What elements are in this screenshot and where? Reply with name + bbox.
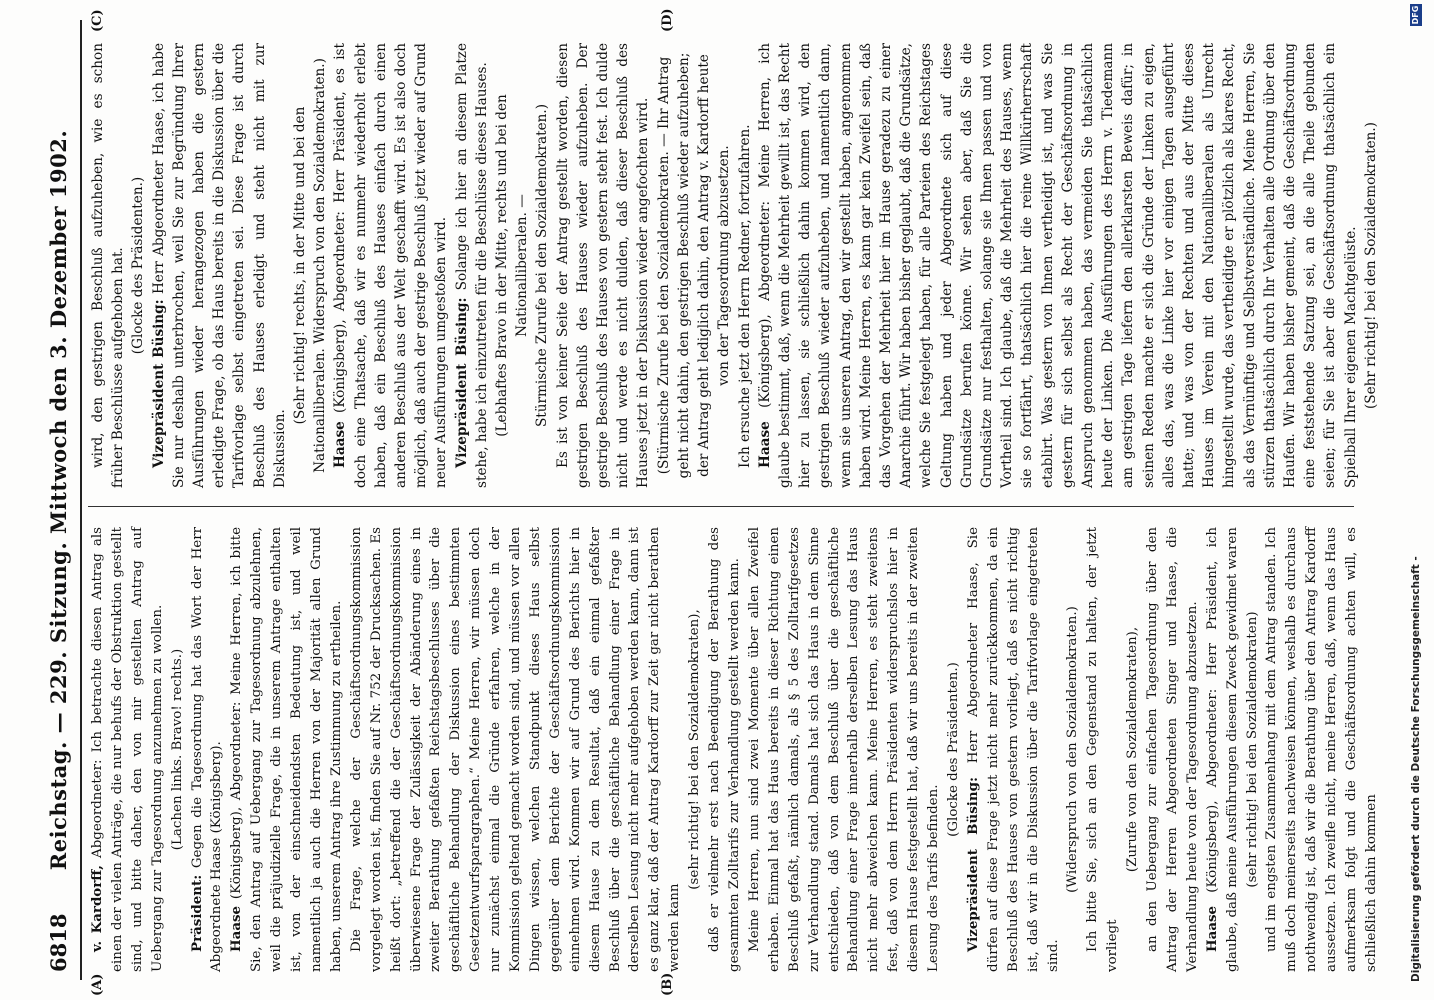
interjection <box>1063 527 1083 972</box>
left-column <box>88 527 1382 972</box>
paragraph <box>1083 527 1123 972</box>
interjection <box>1243 527 1263 972</box>
paragraph-text: (Königsberg), Abgeordneter: Meine Herren, ich glaube bestimmt, daß, wenn die Mehrheit gewillt ist, das Recht hier zu lassen, sie schließlich dahin kommen wird, den gestrigen Beschluß wieder aufzuheben, und namentlich dann, wenn sie unseren Antrag, den wir gestellt haben, angenommen haben wird. Meine Herren, es kann gar kein Zweifel sein, daß das Vorgehen der Mehrheit hier im Hause geradezu zu einer Anarchie führt. Wir haben bisher geglaubt, daß die Grundsätze, welche Sie festgelegt haben, für alle Parteien des Reichstages Geltung haben und jeder Abgeordnete sich auf diese Grundsätze berufen könne. Wir sehen aber, daß Sie die Grundsätze nur festhalten, solange sie Ihnen passen und von Vortheil sind. Ich glaube, daß die Mehrheit des Hauses, wenn sie so fortfährt, thatsächlich hier die reine Willkürherrschaft etablirt. Was gestern von Ihnen vertheidigt ist, und was Sie gestern für sich selbst als Recht der Geschäftsordnung in Anspruch genommen haben, das vermeiden Sie thatsächlich heute der Linken. Die Ausführungen des Herrn v. Tiedemann am gestrigen Tage liefern den allerklarsten Beweis dafür; in seinen Reden machte er sich die Gründe der Linken zu eigen, alles das, was die Linke hier vor einigen Tagen ausgeführt hatte; und was von der Rechten und aus der Mitte dieses Hauses im Verein mit den Nationalliberalen als Unrecht hingestellt wurde, das vertheidigte er plötzlich als klares Recht, als das Vernünftige und Selbstverständliche. Meine Herren, Sie stürzen thatsächlich durch Ihr Verhalten alle Ordnung über den Haufen. Wir haben bisher gemeint, daß die Geschäftsordnung eine feststehende Satzung sei, an die alle Theile gebunden seien; für Sie ist aber die Geschäftsordnung thatsächlich ein Spielball Ihrer eigenen Machtgelüste. <box>756 43 1359 488</box>
speaker-name: Vizepräsident Büsing: <box>453 297 470 468</box>
paragraph <box>88 527 168 972</box>
page-title: Reichstag. — 229. Sitzung. Mittwoch den 3. Dezember 1902. <box>46 129 71 871</box>
speaker-name: Haase <box>756 421 773 468</box>
speaker-name: v. Kardorff, <box>89 865 105 952</box>
paragraph-text: (Lachen links. Bravo! rechts.) <box>169 648 185 851</box>
paragraph-text: (Widerspruch von den Sozialdemokraten.) <box>1065 606 1081 893</box>
interjection <box>168 527 188 972</box>
paragraph-text: Herr Abgeordneter Haase, ich habe Sie nur deshalb unterbrochen, weil Sie zur Begründung Ihrer Ausführungen wieder herangezogen haben die gestern erledigte Frage, ob das Haus bereits in die Diskussion über die Tarifvorlage selbst eingetreten sei. Diese Frage ist durch Beschluß des Hauses erledigt und steht nicht mit zur Diskussion. <box>150 43 288 488</box>
paragraph-text: (Königsberg), Abgeordneter: Meine Herren, ich bitte Sie, den Antrag auf Uebergang zur Tagesordnung abzulehnen, weil die präjudizielle Frage, die in unserem Antrage enthalten ist, von der einschneidendsten Bedeutung ist, und weil namentlich ja auch die Herren von der Majorität allen Grund haben, unserem Antrag ihre Zustimmung zu ertheilen. <box>229 527 344 972</box>
margin-marker-d: (D) <box>660 8 675 32</box>
margin-marker-b: (B) <box>660 972 675 996</box>
paragraph <box>1262 527 1381 972</box>
speaker-name: Haase <box>332 421 349 468</box>
paragraph-text: Meine Herren, nun sind zwei Momente über allen Zweifel erhaben. Einmal hat das Haus bereits in dieser Richtung einen Beschluß gefaßt, nämlich damals, als § 5 des Zolltarifgesetzes zur Verhandlung stand. Damals hat sich das Haus in dem Sinne entschieden, daß von dem Beschluß über die geschäftliche Behandlung einer Frage innerhalb derselben Lesung das Haus nicht mehr abweichen kann. Meine Herren, es steht zweitens fest, daß von dem Herrn Präsidenten widerspruchslos hier in diesem Hause festgestellt hat, daß wir uns bereits in der zweiten Lesung des Tarifs befinden. <box>746 527 942 972</box>
paragraph-text: wird, den gestrigen Beschluß aufzuheben, wie es schon früher Beschlüsse aufgehoben hat. <box>90 43 127 488</box>
paragraph-text: Ich bitte Sie, sich an den Gegenstand zu halten, der jetzt vorliegt <box>1085 527 1121 972</box>
paragraph-text: und im engsten Zusammenhang mit dem Antrag standen. Ich muß doch meinerseits nachweisen können, weshalb es durchaus nothwendig ist, daß wir die Berathung über den Antrag Kardorff aussetzen. Ich zweifle nicht, meine Herren, daß, wenn das Haus aufmerksam folgt und die Geschäftsordnung achten will, es schließlich dahin kommen <box>1264 527 1379 972</box>
interjection <box>1361 43 1381 488</box>
paragraph <box>149 43 290 488</box>
paragraph-text: an den Uebergang zur einfachen Tagesordnung über den Antrag der Herren Abgeordneten Singer und Haase, die Verhandlung heute von der Tagesordnung abzusetzen. <box>1145 527 1200 972</box>
paragraph-text: (sehr richtig! bei den Sozialdemokraten) <box>1244 611 1260 888</box>
paragraph <box>1203 527 1243 972</box>
paragraph-text: (Sehr richtig! bei den Sozialdemokraten.) <box>1362 122 1379 409</box>
paragraph <box>452 43 492 488</box>
interjection <box>685 527 705 972</box>
paragraph <box>188 527 228 972</box>
margin-marker-a: (A) <box>90 973 105 996</box>
interjection <box>290 43 330 488</box>
interjection <box>492 43 532 488</box>
digitization-footer <box>1404 0 1428 1000</box>
page-number: 6818 <box>46 913 71 972</box>
dfg-logo: DFG <box>1411 5 1420 25</box>
paragraph <box>227 527 346 972</box>
speaker-name: Haase <box>228 905 245 952</box>
paragraph-text: Die Frage, welche der Geschäftsordnungskommission vorgelegt worden ist, finden Sie auf Nr. 752 der Drucksachen. Es heißt dort: „betreffend die der Geschäftsordnungskommission überwiesene Frage der Zulässigkeit der Abänderung eines in zweiter Berathung gefaßten Reichstagsbeschlusses über die geschäftliche Behandlung der Diskussion eines bestimmten Gesetzentwurfsparagraphen.“ Meine Herren, wir müssen doch nur zunächst einmal die Gründe erfahren, welche in der Kommission geltend gemacht worden sind, und müssen vor allen Dingen wissen, welchen Standpunkt dieses Haus selbst gegenüber dem Berichte der Geschäftsordnungskommission einnehmen wird. Kommen wir auf Grund des Berichts hier in diesem Hause zu dem Resultat, daß ein einmal gefaßter Beschluß über die geschäftliche Behandlung einer Frage in derselben Lesung nicht mehr aufgehoben werden kann, dann ist es ganz klar, daß der Antrag Kardorff zur Zeit gar nicht berathen werden kann <box>348 527 683 972</box>
paragraph <box>735 43 755 488</box>
interjection <box>654 43 735 488</box>
paragraph <box>1143 527 1203 972</box>
paragraph-text: Herr Abgeordneter Haase, Sie dürfen auf diese Frage jetzt nicht mehr zurückkommen, da ein Beschluß des Hauses von gestern vorliegt, daß es nicht richtig ist, daß wir in die Diskussion über die Tarifvorlage eingetreten sind. <box>965 527 1061 972</box>
speaker-name: Vizepräsident Büsing: <box>150 299 167 468</box>
paragraph-text: (sehr richtig! bei den Sozialdemokraten), <box>687 609 703 890</box>
paragraph-text: Stürmische Zurufe bei den Sozialdemokraten.) <box>534 103 551 428</box>
page-header <box>46 0 76 1000</box>
paragraph-text: (Lebhaftes Bravo in der Mitte, rechts und bei den Nationalliberalen. — <box>494 94 531 437</box>
speaker-name: Präsident: <box>188 874 205 952</box>
column-divider <box>88 506 1354 507</box>
speaker-name: Haase <box>1203 905 1220 952</box>
footer-text: Digitalisierung gefördert durch die Deutsche Forschungsgemeinschaft - <box>1410 556 1422 982</box>
interjection <box>532 43 552 488</box>
paragraph <box>88 43 128 488</box>
paragraph-text: (Königsberg), Abgeordneter: Herr Präsident, es ist doch eine Thatsache, daß wir es nunmehr wiederholt erlebt haben, daß ein Beschluß des Hauses einfach durch einen anderen Beschluß aus der Welt geschafft wird. Es ist also doch möglich, daß auch der gestrige Beschluß jetzt wieder auf Grund neuer Ausführungen umgestoßen wird. <box>332 43 450 488</box>
interjection <box>128 43 148 488</box>
paragraph-text: Gegen die Tagesordnung hat das Wort der Herr Abgeordnete Haase (Königsberg). <box>189 527 225 972</box>
header-rule <box>80 20 82 980</box>
paragraph-text: Ich ersuche jetzt den Herrn Redner, fortzufahren. <box>736 124 753 468</box>
paragraph <box>553 43 654 488</box>
paragraph-text: (Glocke des Präsidenten.) <box>945 662 961 837</box>
paragraph <box>705 527 745 972</box>
paragraph-text: Es ist von keiner Seite der Antrag gestellt worden, diesen gestrigen Beschluß des Hauses wieder aufzuheben. Der gestrige Beschluß des Hauses von gestern steht fest. Ich dulde nicht und werde es nicht dulden, daß dieser Beschluß des Hauses jetzt in der Diskussion wieder angefochten wird. <box>554 43 652 488</box>
paragraph-text: daß er vielmehr erst nach Beendigung der Berathung des gesammten Zolltarifs zur Verhandlung gestellt werden kann. <box>707 527 742 972</box>
paragraph <box>755 43 1361 488</box>
paragraph <box>964 527 1064 972</box>
margin-marker-c: (C) <box>90 9 105 32</box>
paragraph <box>347 527 685 972</box>
paragraph-text: (Glocke des Präsidenten.) <box>130 176 147 355</box>
interjection <box>1123 527 1143 972</box>
paragraph-text: (Sehr richtig! rechts, in der Mitte und bei den Nationalliberalen. Widerspruch von den Sozialdemokraten.) <box>292 58 329 473</box>
speaker-name: Vizepräsident Büsing: <box>964 777 981 952</box>
paragraph <box>330 43 451 488</box>
paragraph-text: (Zurufe von den Sozialdemokraten), <box>1125 626 1141 873</box>
paragraph-text: Solange ich hier an diesem Platze stehe, habe ich einzutreten für die Beschlüsse dieses Hauses. <box>453 43 490 488</box>
paragraph <box>745 527 944 972</box>
paragraph-text: Abgeordneter: Ich betrachte diesen Antrag als einen der vielen Anträge, die nur behufs der Obstruktion gestellt sind, und bitte daher, den von mir gestellten Antrag auf Uebergang zur Tagesordnung anzunehmen zu wollen. <box>90 527 165 972</box>
paragraph-text: (Stürmische Zurufe bei den Sozialdemokraten. — Ihr Antrag geht nicht dahin, den gestrigen Beschluß wieder aufzuheben; der Antrag geht lediglich dahin, den Antrag v. Kardorff heute von der Tagesordnung abzusetzen. <box>655 52 733 479</box>
right-column <box>88 43 1381 488</box>
interjection <box>944 527 964 972</box>
paragraph-text: (Königsberg), Abgeordneter: Herr Präsident, ich glaube, daß meine Ausführungen diesem Zweck gewidmet waren <box>1204 527 1240 972</box>
